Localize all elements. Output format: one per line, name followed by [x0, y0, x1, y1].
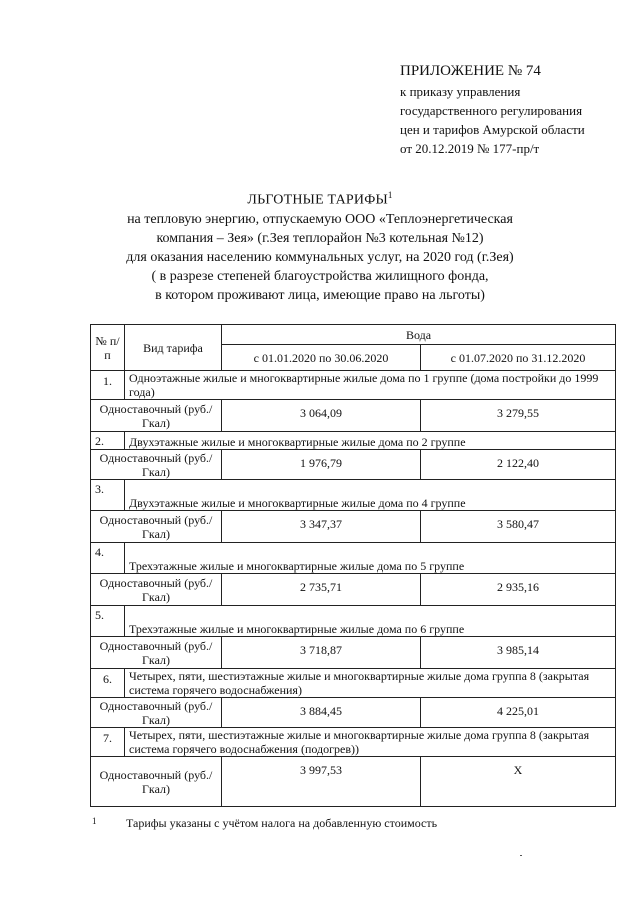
- heading-line: в котором проживают лица, имеющие право на льготы): [155, 287, 485, 303]
- row-number: 1.: [91, 371, 125, 400]
- row-number: 5.: [91, 606, 125, 637]
- tariff-kind: Одноставочный (руб./Гкал): [91, 698, 222, 728]
- table-row-title: [91, 432, 616, 450]
- row-title: Одноэтажные жилые и многоквартирные жилые дома по 1 группе (дома постройки до 1999 года): [125, 371, 616, 400]
- header-period-2: с 01.07.2020 по 31.12.2020: [421, 345, 616, 371]
- value-period-2: 3 279,55: [421, 400, 616, 432]
- footnote-ref: 1: [387, 190, 393, 200]
- heading-line: для оказания населению коммунальных услуг, на 2020 год (г.Зея): [126, 249, 514, 265]
- table-row-values: [91, 450, 616, 480]
- value-period-2: 4 225,01: [421, 698, 616, 728]
- value-period-2: 2 122,40: [421, 450, 616, 480]
- value-period-1: 3 997,53: [222, 757, 421, 807]
- row-title: Двухэтажные жилые и многоквартирные жилые дома по 4 группе: [125, 480, 616, 511]
- scan-speck: [520, 855, 522, 856]
- tariff-kind: Одноставочный (руб./Гкал): [91, 400, 222, 432]
- row-title: Четырех, пяти, шестиэтажные жилые и многоквартирные жилые дома группа 8 (закрытая система горячего водоснабжения (подогрев)): [125, 728, 616, 757]
- tariff-kind: Одноставочный (руб./Гкал): [91, 511, 222, 543]
- header-num: № п/п: [91, 325, 125, 371]
- row-number: 4.: [91, 543, 125, 574]
- row-title: Трехэтажные жилые и многоквартирные жилые дома по 5 группе: [125, 543, 616, 574]
- appendix-block: [400, 62, 585, 158]
- row-number: 3.: [91, 480, 125, 511]
- heading-line: на тепловую энергию, отпускаемую ООО «Теплоэнергетическая: [127, 211, 513, 227]
- row-number: 6.: [91, 669, 125, 698]
- appendix-line: к приказу управления: [400, 84, 521, 99]
- table-row-title: [91, 480, 616, 511]
- appendix-title: ПРИЛОЖЕНИЕ № 74: [400, 63, 541, 79]
- table-row-values: [91, 574, 616, 606]
- row-number: 2.: [91, 432, 125, 450]
- value-period-2: 3 985,14: [421, 637, 616, 669]
- value-period-1: 1 976,79: [222, 450, 421, 480]
- appendix-line: цен и тарифов Амурской области: [400, 122, 585, 137]
- table-row-title: [91, 543, 616, 574]
- table-header-row: [91, 325, 616, 345]
- heading-line: компания – Зея» (г.Зея теплорайон №3 котельная №12): [156, 230, 484, 246]
- table-row-title: [91, 728, 616, 757]
- tariff-table: [90, 324, 616, 807]
- tariff-kind: Одноставочный (руб./Гкал): [91, 450, 222, 480]
- value-period-2: 3 580,47: [421, 511, 616, 543]
- value-period-1: 3 347,37: [222, 511, 421, 543]
- tariff-kind: Одноставочный (руб./Гкал): [91, 757, 222, 807]
- header-group: Вода: [222, 325, 616, 345]
- row-number: 7.: [91, 728, 125, 757]
- row-title: Трехэтажные жилые и многоквартирные жилые дома по 6 группе: [125, 606, 616, 637]
- appendix-line: от 20.12.2019 № 177-пр/т: [400, 141, 540, 156]
- value-period-1: 2 735,71: [222, 574, 421, 606]
- value-period-2: Х: [421, 757, 616, 807]
- value-period-2: 2 935,16: [421, 574, 616, 606]
- tariff-kind: Одноставочный (руб./Гкал): [91, 637, 222, 669]
- document-title: ЛЬГОТНЫЕ ТАРИФЫ$^1$: [247, 190, 393, 208]
- table-row-values: [91, 511, 616, 543]
- table-row-title: [91, 371, 616, 400]
- value-period-1: 3 718,87: [222, 637, 421, 669]
- table-row-values: [91, 400, 616, 432]
- table-row-title: [91, 606, 616, 637]
- header-kind: Вид тарифа: [125, 325, 222, 371]
- heading-line: ( в разрезе степеней благоустройства жилищного фонда,: [151, 268, 489, 284]
- table-row-values: [91, 757, 616, 807]
- row-title: Двухэтажные жилые и многоквартирные жилые дома по 2 группе: [125, 432, 616, 450]
- footnote-text: Тарифы указаны с учётом налога на добавленную стоимость: [126, 816, 438, 830]
- header-period-1: с 01.01.2020 по 30.06.2020: [222, 345, 421, 371]
- footnote-mark: 1: [92, 816, 97, 826]
- table-row-title: [91, 669, 616, 698]
- row-title: Четырех, пяти, шестиэтажные жилые и многоквартирные жилые дома группа 8 (закрытая система горячего водоснабжения): [125, 669, 616, 698]
- table-row-values: [91, 698, 616, 728]
- value-period-1: 3 064,09: [222, 400, 421, 432]
- document-heading: [0, 186, 640, 305]
- value-period-1: 3 884,45: [222, 698, 421, 728]
- table-row-values: [91, 637, 616, 669]
- tariff-kind: Одноставочный (руб./Гкал): [91, 574, 222, 606]
- appendix-line: государственного регулирования: [400, 103, 583, 118]
